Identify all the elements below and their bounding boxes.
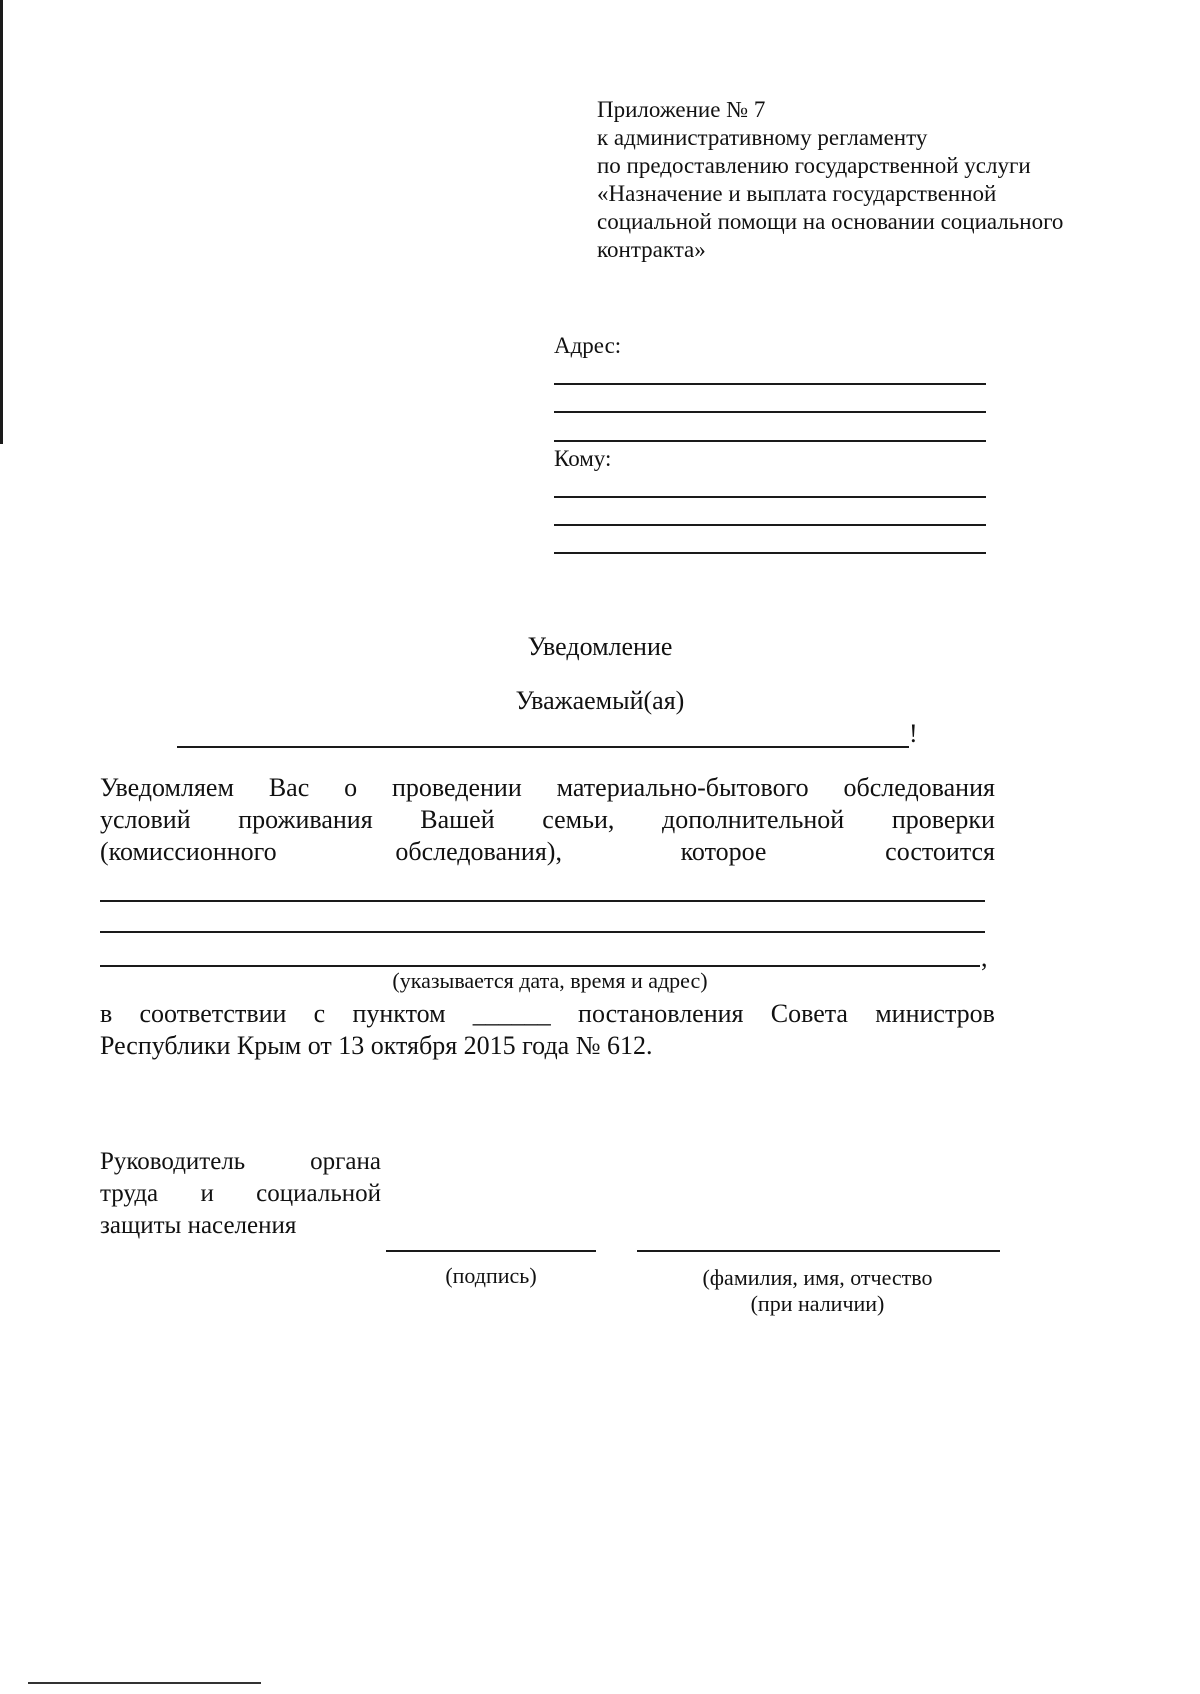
word: семьи, xyxy=(542,805,615,834)
recipient-line-2[interactable] xyxy=(554,524,986,526)
word: обследования xyxy=(843,773,995,802)
appendix-line: контракта» xyxy=(597,237,706,262)
signer-position-line-3: защиты населения xyxy=(100,1212,297,1239)
full-name-line[interactable] xyxy=(637,1250,1000,1252)
appendix-header xyxy=(597,96,1063,264)
word: условий xyxy=(100,805,191,834)
address-line-3[interactable] xyxy=(554,440,986,442)
word: и xyxy=(200,1180,214,1207)
full-name-caption-line: (при наличии) xyxy=(750,1291,885,1316)
word: министров xyxy=(875,999,995,1028)
signature-line[interactable] xyxy=(386,1250,596,1252)
word: постановления xyxy=(578,999,744,1028)
signer-position-line-1 xyxy=(100,1146,381,1178)
date-time-address-line-3[interactable] xyxy=(100,965,980,967)
word: дополнительной xyxy=(662,805,845,834)
full-name-caption xyxy=(660,1265,975,1317)
word: о xyxy=(344,773,358,802)
word: Вас xyxy=(268,773,310,802)
appendix-line: по предоставлению государственной услуги xyxy=(597,153,1031,178)
word: пунктом xyxy=(352,999,446,1028)
address-label: Адрес: xyxy=(554,333,622,358)
paragraph-line-2 xyxy=(100,804,995,836)
date-time-address-line-1[interactable] xyxy=(100,900,985,902)
word: материально-бытового xyxy=(556,773,809,802)
word: проверки xyxy=(891,805,995,834)
salutation: Уважаемый(ая) xyxy=(515,686,685,715)
recipient-line-1[interactable] xyxy=(554,496,986,498)
recipient-label: Кому: xyxy=(554,446,612,471)
appendix-line: Приложение № 7 xyxy=(597,97,766,122)
exclamation-mark: ! xyxy=(909,719,918,748)
address-line-1[interactable] xyxy=(554,383,986,385)
word: обследования), xyxy=(395,837,562,866)
appendix-line: к административному регламенту xyxy=(597,125,928,150)
date-time-address-line-2[interactable] xyxy=(100,931,985,933)
word: Совета xyxy=(770,999,848,1028)
word: социальной xyxy=(256,1180,381,1207)
word: которое xyxy=(680,837,767,866)
word: труда xyxy=(100,1180,159,1207)
word: проживания xyxy=(238,805,373,834)
signature-caption: (подпись) xyxy=(445,1263,537,1288)
word: проведении xyxy=(392,773,522,802)
date-time-address-caption: (указывается дата, время и адрес) xyxy=(392,968,708,993)
clause-number-blank[interactable]: ______ xyxy=(472,999,551,1028)
recipient-line-3[interactable] xyxy=(554,552,986,554)
word: соответствии xyxy=(139,999,287,1028)
word: в xyxy=(100,999,113,1028)
paragraph-line-4 xyxy=(100,998,995,1030)
word: органа xyxy=(310,1148,381,1175)
word: Руководитель xyxy=(100,1148,246,1175)
word: Вашей xyxy=(420,805,495,834)
word: Уведомляем xyxy=(100,773,234,802)
paragraph-line-1 xyxy=(100,772,995,804)
paragraph-line-5: Республики Крым от 13 октября 2015 года № 612. xyxy=(100,1031,653,1060)
scan-edge-left xyxy=(0,0,3,444)
word: (комиссионного xyxy=(100,837,277,866)
signer-position-line-2 xyxy=(100,1178,381,1210)
appendix-line: «Назначение и выплата государственной xyxy=(597,181,997,206)
word: с xyxy=(313,999,326,1028)
full-name-caption-line: (фамилия, имя, отчество xyxy=(702,1265,933,1290)
addressee-name-line[interactable] xyxy=(177,746,909,748)
paragraph-line-3 xyxy=(100,836,995,868)
scan-edge-bottom xyxy=(28,1682,261,1684)
word: состоится xyxy=(885,837,995,866)
comma: , xyxy=(981,943,988,972)
notice-title: Уведомление xyxy=(527,632,673,661)
appendix-line: социальной помощи на основании социального xyxy=(597,209,1064,234)
address-line-2[interactable] xyxy=(554,411,986,413)
